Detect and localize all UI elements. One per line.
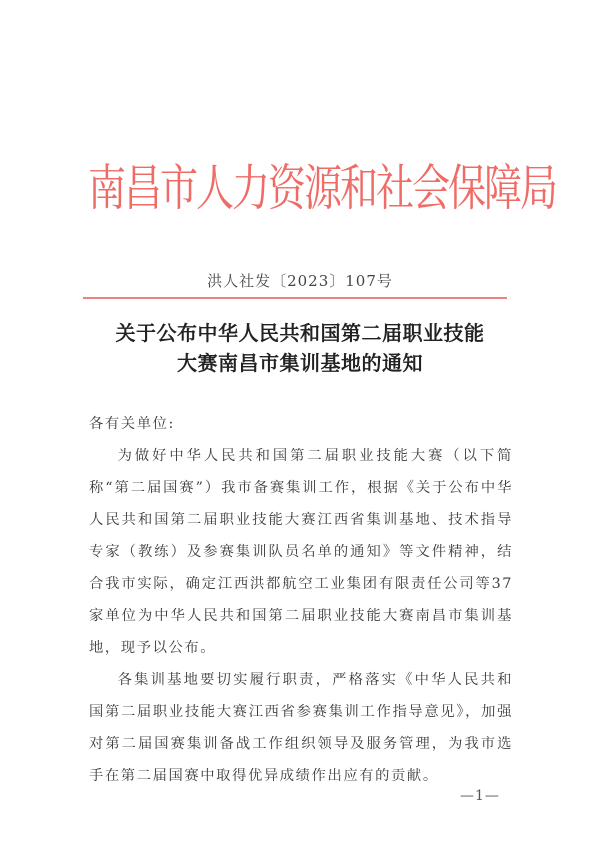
body-paragraph-1: 为做好中华人民共和国第二届职业技能大赛（以下简称“第二届国赛”）我市备赛集训工作，根据《关于公布中华人民共和国第二届职业技能大赛江西省集训基地、技术指导专家（教练）及参赛集训队员名单的通知》等文件精神，结合我市实际，确定江西洪都航空工业集团有限责任公司等37家单位为中华人民共和国第二届职业技能大赛南昌市集训基地，现予以公布。 [89, 448, 513, 656]
salutation: 各有关单位: [89, 416, 175, 432]
title-line-2: 大赛南昌市集训基地的通知 [177, 351, 423, 375]
red-divider-line [83, 297, 507, 299]
document-body [89, 408, 513, 792]
body-paragraph-2: 各集训基地要切实履行职责，严格落实《中华人民共和国第二届职业技能大赛江西省参赛集训工作指导意见》，加强对第二届国赛集训备战工作组织领导及服务管理，为我市选手在第二届国赛中取得优异成绩作出应有的贡献。 [89, 672, 513, 784]
issuing-organization-header: 南昌市人力资源和社会保障局 [88, 159, 557, 217]
document-title [60, 318, 540, 378]
page-number: —1— [460, 788, 500, 804]
title-line-1: 关于公布中华人民共和国第二届职业技能 [115, 321, 485, 345]
document-number: 洪人社发〔2023〕107号 [207, 272, 393, 290]
